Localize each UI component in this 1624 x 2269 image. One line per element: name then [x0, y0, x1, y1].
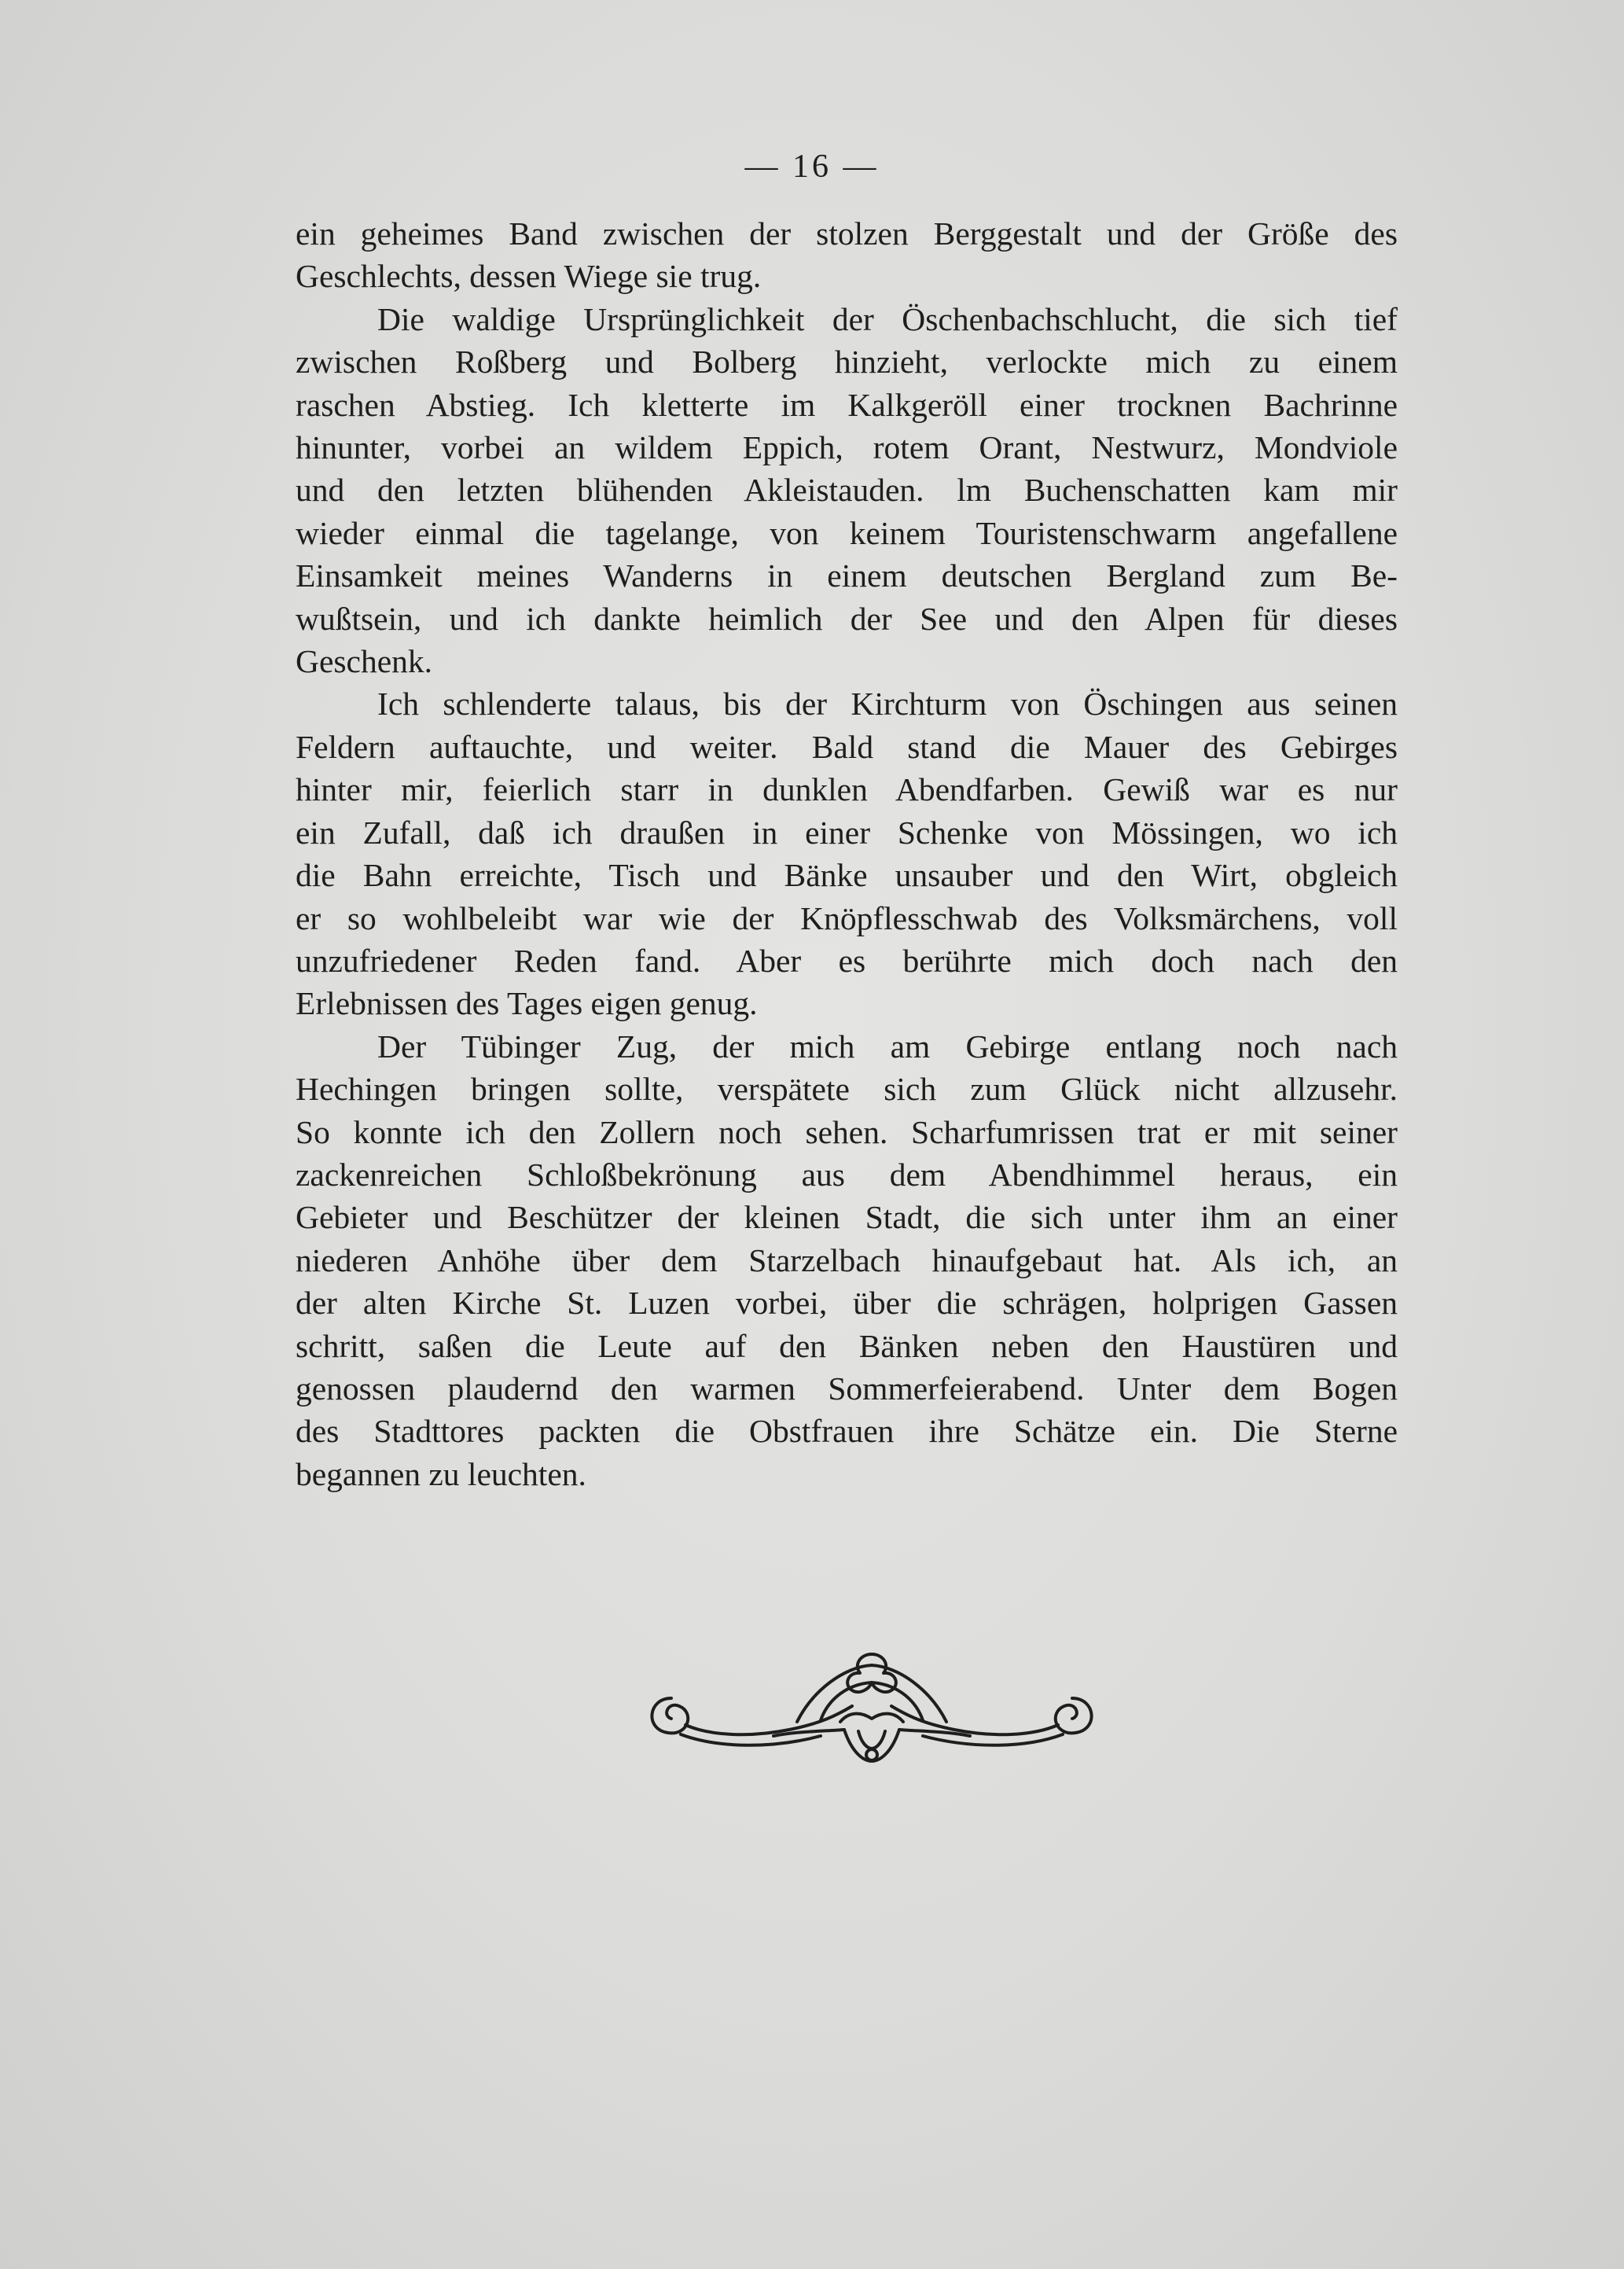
- text-line: die Bahn erreichte, Tisch und Bänke unsauber und den Wirt, obgleich: [296, 857, 1398, 894]
- text-line: der alten Kirche St. Luzen vorbei, über die schrägen, holprigen Gassen: [296, 1285, 1398, 1322]
- text-line: hinunter, vorbei an wildem Eppich, rotem Orant, Nestwurz, Mondviole: [296, 429, 1398, 466]
- text-line: Hechingen bringen sollte, verspätete sich zum Glück nicht allzusehr.: [296, 1071, 1398, 1108]
- text-line: wußtsein, und ich dankte heimlich der See und den Alpen für dieses: [296, 600, 1398, 637]
- text-line: Die waldige Ursprünglichkeit der Öschenbachschlucht, die sich tief: [377, 300, 1398, 337]
- text-line: Geschenk.: [296, 643, 433, 680]
- text-line: Gebieter und Beschützer der kleinen Stadt, die sich unter ihm an einer: [296, 1199, 1398, 1236]
- text-line: begannen zu leuchten.: [296, 1455, 586, 1492]
- text-line: So konnte ich den Zollern noch sehen. Scharfumrissen trat er mit seiner: [296, 1113, 1398, 1150]
- text-line: ein Zufall, daß ich draußen in einer Schenke von Mössingen, wo ich: [296, 814, 1398, 851]
- text-line: unzufriedener Reden fand. Aber es berührte mich doch nach den: [296, 942, 1398, 979]
- text-line: Erlebnissen des Tages eigen genug.: [296, 985, 758, 1022]
- text-line: zackenreichen Schloßbekrönung aus dem Abendhimmel heraus, ein: [296, 1156, 1398, 1193]
- paragraph-2: [296, 298, 1398, 683]
- paragraph-1: [296, 212, 1398, 298]
- paragraph-3: [296, 682, 1398, 1024]
- text-line: hinter mir, feierlich starr in dunklen Abendfarben. Gewiß war es nur: [296, 771, 1398, 808]
- text-line: raschen Abstieg. Ich kletterte im Kalkgeröll einer trocknen Bachrinne: [296, 386, 1398, 423]
- body-text: [296, 212, 1398, 1495]
- text-line: wieder einmal die tagelange, von keinem Touristenschwarm angefallene: [296, 514, 1398, 551]
- text-line: genossen plaudernd den warmen Sommerfeierabend. Unter dem Bogen: [296, 1370, 1398, 1407]
- text-line: ein geheimes Band zwischen der stolzen Berggestalt und der Größe des: [296, 215, 1398, 252]
- text-line: Geschlechts, dessen Wiege sie trug.: [296, 258, 762, 295]
- scroll-ornament-icon: [640, 1643, 1104, 1769]
- text-line: niederen Anhöhe über dem Starzelbach hinaufgebaut hat. Als ich, an: [296, 1241, 1398, 1278]
- text-line: er so wohlbeleibt war wie der Knöpflesschwab des Volksmärchens, voll: [296, 899, 1398, 936]
- page-number: — 16 —: [744, 149, 880, 185]
- text-line: des Stadttores packten die Obstfrauen ihre Schätze ein. Die Sterne: [296, 1413, 1398, 1450]
- text-line: Ich schlenderte talaus, bis der Kirchturm von Öschingen aus seinen: [377, 686, 1398, 723]
- text-line: Feldern auftauchte, und weiter. Bald stand die Mauer des Gebirges: [296, 728, 1398, 765]
- text-line: und den letzten blühenden Akleistauden. lm Buchenschatten kam mir: [296, 472, 1398, 509]
- text-line: Einsamkeit meines Wanderns in einem deutschen Bergland zum Be-: [296, 557, 1398, 594]
- paragraph-4: [296, 1025, 1398, 1495]
- text-line: schritt, saßen die Leute auf den Bänken neben den Haustüren und: [296, 1327, 1398, 1364]
- text-line: zwischen Roßberg und Bolberg hinzieht, verlockte mich zu einem: [296, 344, 1398, 381]
- text-line: Der Tübinger Zug, der mich am Gebirge entlang noch nach: [377, 1028, 1398, 1065]
